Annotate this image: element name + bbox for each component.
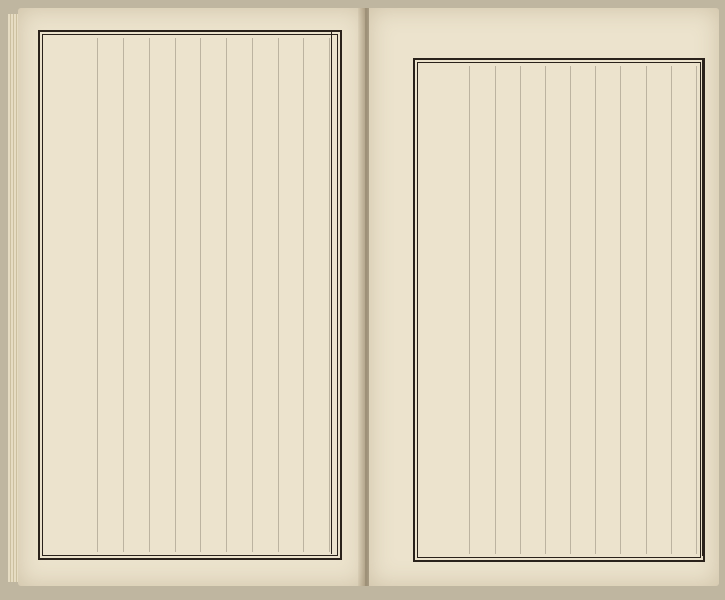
- text-column: [521, 66, 546, 554]
- right-page: [369, 8, 719, 586]
- text-column: [596, 66, 621, 554]
- right-text-columns: [421, 66, 697, 554]
- text-column: [496, 66, 521, 554]
- text-column: [546, 66, 571, 554]
- text-column: [98, 38, 124, 552]
- left-text-columns: [48, 38, 330, 552]
- text-column: [201, 38, 227, 552]
- text-column: [304, 38, 330, 552]
- text-column: [621, 66, 646, 554]
- left-page: [18, 8, 365, 586]
- text-column: [150, 38, 176, 552]
- text-column: [647, 66, 672, 554]
- text-column: [279, 38, 305, 552]
- text-column: [571, 66, 596, 554]
- text-column: [421, 66, 445, 554]
- text-column: [227, 38, 253, 552]
- text-column: [253, 38, 279, 552]
- text-column: [176, 38, 202, 552]
- text-column: [124, 38, 150, 552]
- text-column: [470, 66, 495, 554]
- text-column: [48, 38, 73, 552]
- text-column: [672, 66, 697, 554]
- text-column: [73, 38, 99, 552]
- right-page-fore-edge-margin: [702, 60, 717, 556]
- text-column: [445, 66, 470, 554]
